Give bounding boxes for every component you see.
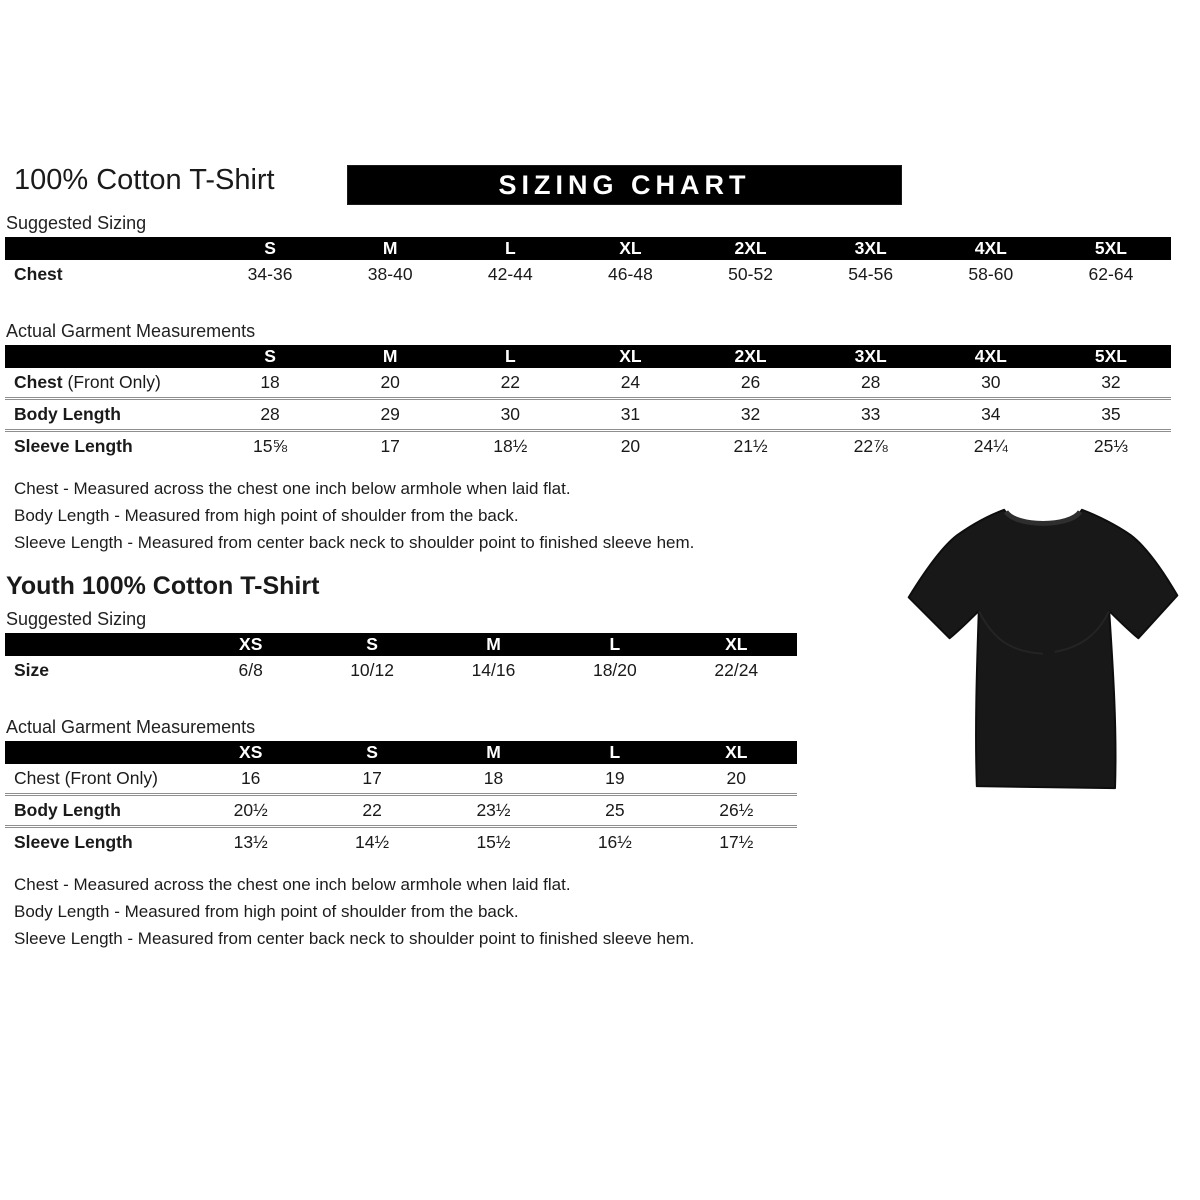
measurement-cell: 16	[240, 768, 261, 788]
black-tshirt-photo	[897, 483, 1189, 811]
size-column-header: 4XL	[931, 345, 1051, 368]
table-row	[5, 260, 1171, 289]
measurement-cell: 25⅓	[1051, 431, 1171, 462]
measurement-cell: 26	[740, 372, 761, 392]
measurement-cell: 34	[931, 399, 1051, 431]
measurement-cell: 34-36	[247, 264, 293, 284]
row-label: Chest (Front Only)	[14, 372, 161, 392]
measurement-cell: 20½	[190, 795, 311, 827]
row-label: Chest (Front Only)	[14, 768, 158, 788]
measurement-cell: 25	[554, 795, 675, 827]
measurement-cell: 21½	[691, 431, 811, 462]
size-column-header: 5XL	[1051, 345, 1171, 368]
adult-garment-measurements-label: Actual Garment Measurements	[6, 321, 256, 341]
size-header-row	[5, 741, 797, 764]
measurement-cell: 22	[311, 795, 432, 827]
measurement-cell: 28	[210, 399, 330, 431]
size-header-row	[5, 345, 1171, 368]
row-label: Sleeve Length	[5, 827, 190, 858]
size-column-header: S	[311, 741, 432, 764]
corner-cell	[5, 237, 210, 260]
size-column-header: 2XL	[691, 237, 811, 260]
measurement-cell: 18	[260, 372, 280, 392]
measurement-cell: 17½	[676, 827, 797, 858]
size-column-header: S	[311, 633, 432, 656]
measurement-cell: 24¼	[931, 431, 1051, 462]
size-column-header: M	[330, 237, 450, 260]
measurement-cell: 62-64	[1088, 264, 1134, 284]
measurement-cell: 33	[811, 399, 931, 431]
measurement-cell: 20	[380, 372, 400, 392]
page-title: 100% Cotton T-Shirt	[14, 164, 275, 196]
row-label: Sleeve Length	[5, 431, 210, 462]
size-column-header: 3XL	[811, 345, 931, 368]
size-column-header: S	[210, 237, 330, 260]
measurement-cell: 29	[330, 399, 450, 431]
tshirt-graphic	[897, 483, 1189, 811]
size-column-header: XS	[190, 633, 311, 656]
measurement-cell: 46-48	[608, 264, 653, 284]
size-column-header: M	[330, 345, 450, 368]
row-label: Body Length	[5, 795, 190, 827]
sleeve-length-note: Sleeve Length - Measured from center back neck to shoulder point to finished sleeve hem.	[14, 929, 695, 948]
size-column-header: S	[210, 345, 330, 368]
youth-garment-measurements-table	[5, 741, 797, 857]
measurement-cell: 35	[1051, 399, 1171, 431]
youth-measurement-notes	[14, 871, 1200, 952]
measurement-cell: 31	[570, 399, 690, 431]
measurement-cell: 6/8	[238, 660, 263, 680]
measurement-cell: 32	[1101, 372, 1121, 392]
measurement-cell: 20	[570, 431, 690, 462]
table-row	[5, 431, 1171, 462]
sizing-chart-banner: SIZING CHART	[347, 165, 902, 205]
size-column-header: XL	[676, 741, 797, 764]
measurement-cell: 26½	[676, 795, 797, 827]
row-label: Chest	[14, 264, 63, 284]
sleeve-length-note: Sleeve Length - Measured from center back neck to shoulder point to finished sleeve hem.	[14, 533, 695, 552]
measurement-cell: 18½	[450, 431, 570, 462]
size-column-header: L	[450, 345, 570, 368]
body-length-note: Body Length - Measured from high point of shoulder from the back.	[14, 506, 519, 525]
measurement-cell: 20	[726, 768, 747, 788]
table-row	[5, 368, 1171, 399]
row-label: Size	[14, 660, 50, 680]
measurement-cell: 22/24	[714, 660, 759, 680]
body-length-note: Body Length - Measured from high point of shoulder from the back.	[14, 902, 519, 921]
measurement-cell: 15½	[433, 827, 554, 858]
row-label: Body Length	[5, 399, 210, 431]
measurement-cell: 17	[362, 768, 382, 788]
measurement-cell: 18/20	[592, 660, 637, 680]
measurement-cell: 22⅞	[811, 431, 931, 462]
size-header-row	[5, 633, 797, 656]
measurement-cell: 23½	[433, 795, 554, 827]
size-column-header: 5XL	[1051, 237, 1171, 260]
measurement-cell: 32	[691, 399, 811, 431]
measurement-cell: 54-56	[848, 264, 894, 284]
table-row	[5, 764, 797, 795]
youth-page-title: Youth 100% Cotton T-Shirt	[6, 572, 320, 600]
measurement-cell: 14½	[311, 827, 432, 858]
adult-suggested-sizing-table	[5, 237, 1171, 289]
size-column-header: XL	[676, 633, 797, 656]
corner-cell	[5, 633, 190, 656]
measurement-cell: 30	[981, 372, 1001, 392]
size-column-header: XL	[570, 237, 690, 260]
youth-suggested-sizing-label: Suggested Sizing	[6, 609, 147, 629]
size-column-header: 4XL	[931, 237, 1051, 260]
measurement-cell: 28	[860, 372, 881, 392]
youth-suggested-sizing-table	[5, 633, 797, 685]
youth-garment-measurements-label: Actual Garment Measurements	[6, 717, 256, 737]
measurement-cell: 16½	[554, 827, 675, 858]
measurement-cell: 30	[450, 399, 570, 431]
chest-note: Chest - Measured across the chest one inch below armhole when laid flat.	[14, 479, 571, 498]
measurement-cell: 19	[605, 768, 625, 788]
size-header-row	[5, 237, 1171, 260]
measurement-cell: 38-40	[367, 264, 413, 284]
table-row	[5, 795, 797, 827]
measurement-cell: 50-52	[728, 264, 773, 284]
chest-note: Chest - Measured across the chest one inch below armhole when laid flat.	[14, 875, 571, 894]
size-column-header: M	[433, 633, 554, 656]
size-column-header: 2XL	[691, 345, 811, 368]
size-column-header: XS	[190, 741, 311, 764]
size-column-header: XL	[570, 345, 690, 368]
adult-garment-measurements-table	[5, 345, 1171, 461]
size-column-header: M	[433, 741, 554, 764]
size-column-header: L	[554, 741, 675, 764]
size-column-header: L	[450, 237, 570, 260]
measurement-cell: 13½	[190, 827, 311, 858]
corner-cell	[5, 741, 190, 764]
measurement-cell: 17	[330, 431, 450, 462]
measurement-cell: 42-44	[487, 264, 533, 284]
measurement-cell: 10/12	[350, 660, 394, 680]
table-row	[5, 827, 797, 858]
measurement-cell: 24	[620, 372, 641, 392]
corner-cell	[5, 345, 210, 368]
measurement-cell: 14/16	[471, 660, 516, 680]
size-column-header: L	[554, 633, 675, 656]
measurement-cell: 18	[483, 768, 504, 788]
measurement-cell: 58-60	[968, 264, 1014, 284]
table-row	[5, 399, 1171, 431]
measurement-cell: 15⅝	[210, 431, 330, 462]
header-row	[14, 163, 1200, 205]
measurement-cell: 22	[500, 372, 521, 392]
adult-suggested-sizing-label: Suggested Sizing	[6, 213, 147, 233]
size-column-header: 3XL	[811, 237, 931, 260]
table-row	[5, 656, 797, 685]
